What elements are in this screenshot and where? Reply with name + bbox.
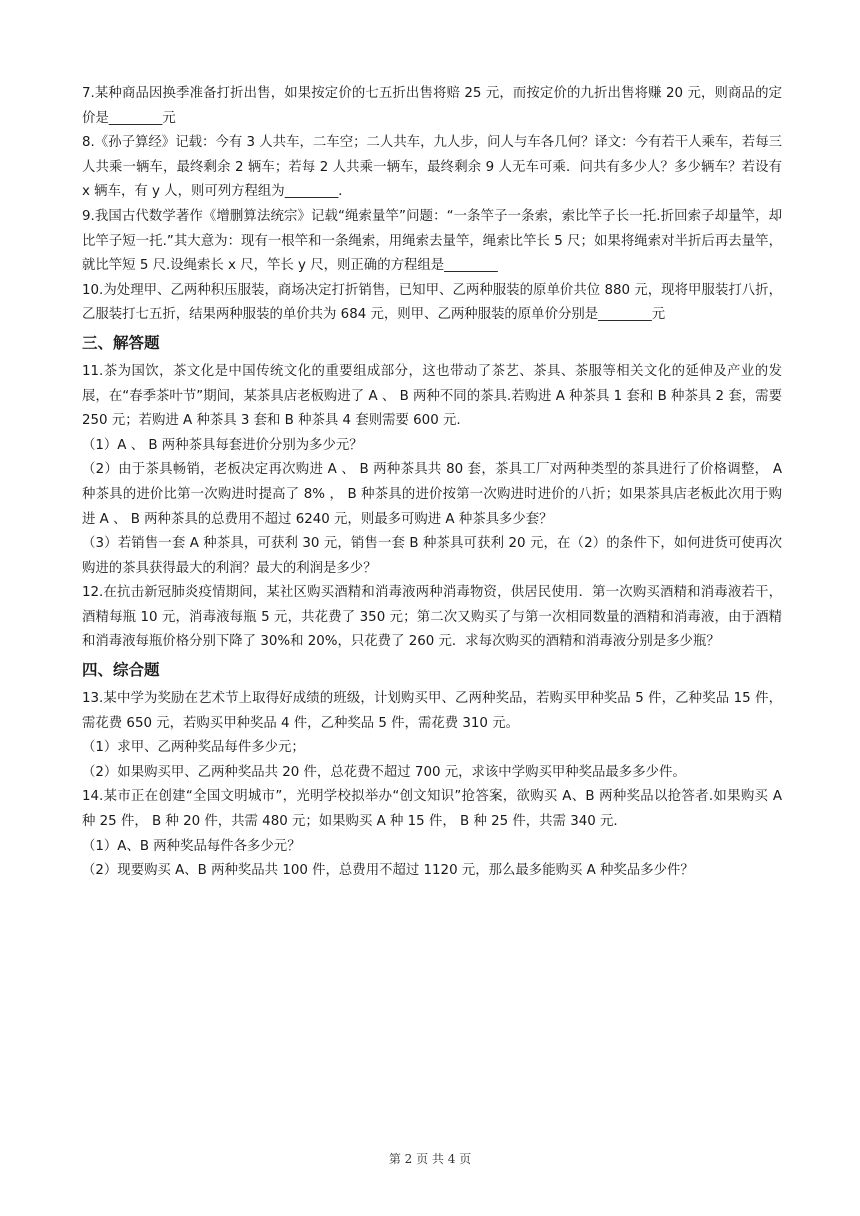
question-14-part-1: （1）A、B 两种奖品每件各多少元？ [82,838,301,854]
section-title-answer: 三、解答题 [82,333,160,352]
section-title-comprehensive: 四、综合题 [82,661,160,680]
question-10: 10.为处理甲、乙两种积压服装，商场决定打折销售，已知甲、乙两种服装的原单价共位 880 元，现将甲服装打八折，乙服装打七五折，结果两种服装的单价共为 684 元，则甲、乙两种服装的原单价分别是________元 [82,282,782,323]
question-13-stem: 13.某中学为奖励在艺术节上取得好成绩的班级，计划购买甲、乙两种奖品，若购买甲种奖品 5 件，乙种奖品 15 件，需花费 650 元，若购买甲种奖品 4 件，乙种奖品 5 件，需花费 310 元。 [82,691,782,731]
question-12: 12.在抗击新冠肺炎疫情期间，某社区购买酒精和消毒液两种消毒物资，供居民使用．第一次购买酒精和消毒液若干，酒精每瓶 10 元，消毒液每瓶 5 元，共花费了 350 元；第二次又购买了与第一次相同数量的酒精和消毒液，由于酒精和消毒液每瓶价格分别下降了 30%和 20%，只花费了 260 元．求每次购买的酒精和消毒液分别是多少瓶？ [82,585,782,650]
question-8: 8.《孙子算经》记载：今有 3 人共车，二车空；二人共车，九人步，问人与车各几何？译文：今有若干人乘车，若每三人共乘一辆车，最终剩余 2 辆车；若每 2 人共乘一辆车，最终剩余 9 人无车可乘．问共有多少人？多少辆车？若设有 x 辆车，有 y 人，则可列方程组为________． [82,135,782,200]
question-9: 9.我国古代数学著作《增删算法统宗》记载“绳索量竿”问题：“一条竿子一条索，索比竿子长一托.折回索子却量竿，却比竿子短一托.”其大意为：现有一根竿和一条绳索，用绳索去量竿，绳索比竿长 5 尺；如果将绳索对半折后再去量竿，就比竿短 5 尺.设绳索长 x 尺，竿长 y 尺，则正确的方程组是________ [82,208,782,274]
question-11-part-1: （1）A 、 B 两种茶具每套进价分别为多少元？ [82,437,363,453]
page-number-footer: 第 2 页 共 4 页 [388,1152,472,1166]
question-11-part-2: （2）由于茶具畅销，老板决定再次购进 A 、 B 两种茶具共 80 套，茶具工厂对两种类型的茶具进行了价格调整， A 种茶具的进价比第一次购进时提高了 8% ， B 种茶具的进价按第一次购进时进价的八折；如果茶具店老板此次用于购进 A 、 B 两种茶具的总费用不超过 6240 元，则最多可购进 A 种茶具多少套？ [82,462,782,527]
question-13-part-1: （1）求甲、乙两种奖品每件多少元； [82,740,305,756]
question-7: 7.某种商品因换季准备打折出售，如果按定价的七五折出售将赔 25 元，而按定价的九折出售将赚 20 元，则商品的定价是________元 [82,86,782,126]
page-content [82,82,782,884]
question-13-part-2: （2）如果购买甲、乙两种奖品共 20 件，总花费不超过 700 元，求该中学购买甲种奖品最多多少件。 [82,764,686,780]
question-14-part-2: （2）现要购买 A、B 两种奖品共 100 件，总费用不超过 1120 元，那么最多能购买 A 种奖品多少件？ [82,863,694,879]
question-11-part-3: （3）若销售一套 A 种茶具，可获利 30 元，销售一套 B 种茶具可获利 20 元，在（2）的条件下，如何进货可使再次购进的茶具获得最大的利润？最大的利润是多少？ [82,536,782,576]
question-11-stem: 11.茶为国饮，茶文化是中国传统文化的重要组成部分，这也带动了茶艺、茶具、茶服等相关文化的延伸及产业的发展，在“春季茶叶节”期间，某茶具店老板购进了 A 、 B 两种不同的茶具.若购进 A 种茶具 1 套和 B 种茶具 2 套，需要 250 元；若购进 A 种茶具 3 套和 B 种茶具 4 套则需要 600 元. [82,363,782,429]
question-14-stem: 14.某市正在创建“全国文明城市”，光明学校拟举办“创文知识”抢答案，欲购买 A、B 两种奖品以抢答者.如果购买 A 种 25 件， B 种 20 件，共需 480 元；如果购买 A 种 15 件， B 种 25 件，共需 340 元. [82,789,782,830]
